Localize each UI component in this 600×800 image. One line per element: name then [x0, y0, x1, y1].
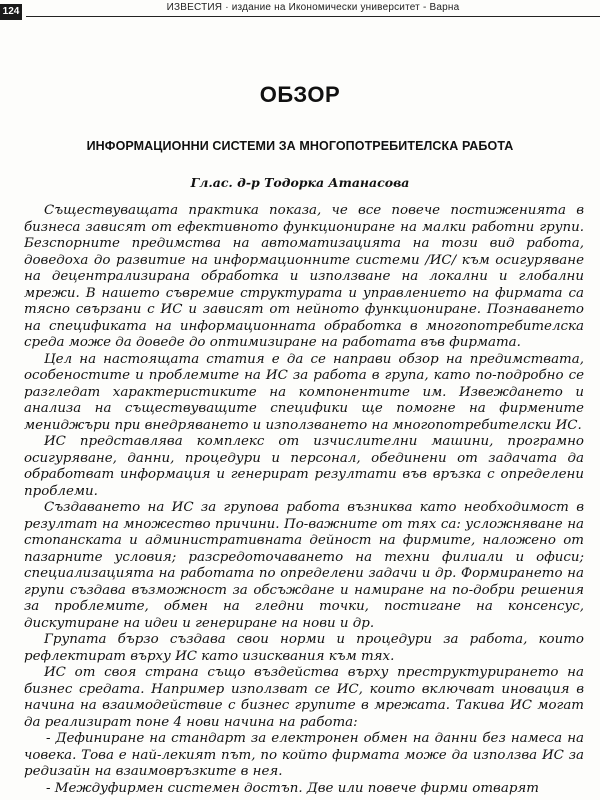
- body-paragraph: Създаването на ИС за групова работа възниква като необходимост в резултат на множество причини. По-важните от тях са: усложняване на стопанската и административната дейност на фирмите, наложено от пазарните условия; разсредоточаването на техни филиали и офиси; специализацията на работата по определени задачи и др. Формирането на групи създава възможност за обсъждане и намиране на по-добри решения за проблемите, обмен на гледни точки, постигане на консенсус, дискутиране на идеи и генериране на нови и др.: [24, 500, 584, 631]
- section-title: ОБЗОР: [259, 82, 341, 107]
- body-paragraph: ИС представлява комплекс от изчислителни машини, програмно осигуряване, данни, процедури и персонал, обединени от задачата да обработват информация и генерират резултати във връзка с определени проблеми.: [24, 434, 584, 499]
- body-list-item: - Междуфирмен системен достъп. Две или повече фирми отварят: [46, 780, 539, 796]
- article-body: [24, 203, 584, 800]
- article-title: ИНФОРМАЦИОННИ СИСТЕМИ ЗА МНОГОПОТРЕБИТЕЛСКА РАБОТА: [86, 139, 514, 153]
- page-number: 124: [0, 4, 22, 20]
- body-paragraph: Цел на настоящата статия е да се направи обзор на предимствата, особеностите и проблемите на ИС за работа в група, като по-подробно се разгледат характеристиките на компонентите им. Извеждането и анализа на съществуващите специфики ще помогне на фирмените мениджъри при внедряването и използването на многопотребителски ИС.: [24, 351, 584, 433]
- running-header-title: ИЗВЕСТИЯ · издание на Икономически университет - Варна: [26, 0, 600, 17]
- body-paragraph: Съществуващата практика показа, че все повече постиженията в бизнеса зависят от ефективното функциониране на малки работни групи. Безспорните предимства на автоматизацията на този вид работа, доведоха до развитие на информационните системи /ИС/ към осигуряване на децентрализирана обработка и използване на локални и глобални мрежи. В нашето съвремие структурата и управлението на фирмата са тясно свързани с ИС и зависят от нейното функциониране. Познаването на спецификата на информационната обработка в многопотребителска среда може да доведе до оптимизиране на работата във фирмата.: [24, 203, 584, 350]
- running-header-bar: [0, 0, 600, 20]
- body-paragraph: Групата бързо създава свои норми и процедури за работа, които рефлектират върху ИС като изисквания към тях.: [24, 632, 584, 664]
- body-paragraph: ИС от своя страна също въздейства върху преструктурирането на бизнес средата. Например използват се ИС, които включват иновация в начина на взаимодействие с бизнес групите в мрежата. Такива ИС могат да реализират поне 4 нови начина на работа:: [24, 665, 584, 730]
- body-list-item: - Дефиниране на стандарт за електронен обмен на данни без намеса на човека. Това е най-лекият път, по който фирмата може да използва ИС за редизайн на взаимовръзките в нея.: [24, 731, 584, 779]
- article-author: Гл.ас. д-р Тодорка Атанасова: [190, 175, 410, 190]
